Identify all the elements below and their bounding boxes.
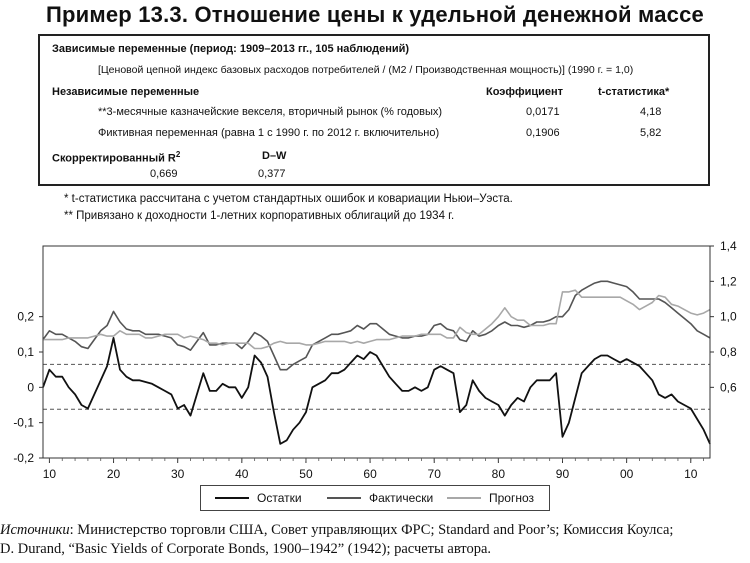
x-tick-label-4: 50 bbox=[299, 467, 313, 481]
sources bbox=[0, 521, 750, 559]
chart bbox=[0, 236, 750, 486]
right-tick-label-1: 1,2 bbox=[720, 274, 737, 289]
legend-swatch-resid bbox=[215, 497, 249, 499]
dependent-desc: [Ценовой цепной индекс базовых расходов потребителей / (M2 / Производственная мощность)] (1990 г. = 1,0) bbox=[98, 64, 634, 76]
chart-title: Пример 13.3. Отношение цены к удельной денежной массе bbox=[46, 2, 704, 27]
x-tick-label-2: 30 bbox=[171, 467, 185, 481]
tstat-header: t-статистика* bbox=[598, 86, 670, 98]
left-tick-label-4: -0,2 bbox=[13, 451, 34, 465]
row-2-coef: 0,1906 bbox=[526, 127, 560, 139]
legend-item-actual: Фактически bbox=[327, 491, 433, 505]
x-tick-label-7: 80 bbox=[491, 467, 506, 481]
x-tick-label-6: 70 bbox=[427, 467, 441, 481]
r2-value: 0,669 bbox=[150, 168, 178, 180]
footnote-1: * t-статистика рассчитана с учетом стандартных ошибок и ковариации Ньюи–Уэста. bbox=[64, 193, 513, 205]
x-tick-label-8: 90 bbox=[555, 467, 570, 481]
left-tick-label-2: 0 bbox=[27, 380, 34, 395]
sources-line-2: D. Durand, “Basic Yields of Corporate Bonds, 1900–1942” (1942); расчеты автора. bbox=[0, 541, 492, 557]
x-tick-label-1: 20 bbox=[106, 467, 121, 481]
left-tick-label-3: -0,1 bbox=[13, 415, 34, 430]
footnotes bbox=[64, 191, 513, 225]
x-tick-label-5: 60 bbox=[363, 467, 377, 481]
row-2-tstat: 5,82 bbox=[640, 127, 662, 139]
row-2-name: Фиктивная переменная (равна 1 с 1990 г. по 2012 г. включительно) bbox=[98, 127, 440, 139]
x-tick-label-3: 40 bbox=[235, 467, 249, 481]
right-tick-label-0: 1,4 bbox=[720, 239, 737, 253]
footnote-2: ** Привязано к доходности 1-летних корпоративных облигаций до 1934 г. bbox=[64, 210, 455, 222]
right-tick-label-3: 0,8 bbox=[720, 345, 737, 359]
r2-label: Скорректированный $R^2$ bbox=[52, 150, 181, 165]
dependent-label: Зависимые переменные (период: 1909–2013 гг., 105 наблюдений) bbox=[52, 43, 410, 55]
right-tick-label-4: 0,6 bbox=[720, 380, 737, 395]
legend-swatch-forecast bbox=[447, 497, 481, 499]
sources-line-1: Источники: Министерство торговли США, Совет управляющих ФРС; Standard and Poor’s; Комиссия Коулса; bbox=[0, 522, 674, 538]
legend-item-resid: Остатки bbox=[215, 491, 302, 505]
row-1-coef: 0,0171 bbox=[526, 106, 560, 118]
independent-header: Независимые переменные bbox=[52, 86, 200, 98]
left-tick-label-0: 0,2 bbox=[17, 309, 34, 324]
row-1-tstat: 4,18 bbox=[640, 106, 662, 118]
plot-frame bbox=[43, 246, 710, 458]
coef-header: Коэффициент bbox=[486, 86, 564, 98]
regression-table bbox=[38, 34, 710, 186]
left-tick-label-1: 0,1 bbox=[17, 345, 34, 359]
series-line-forecast bbox=[43, 290, 710, 348]
right-tick-label-2: 1,0 bbox=[720, 309, 737, 324]
x-tick-label-9: 00 bbox=[619, 467, 634, 481]
legend-swatch-actual bbox=[327, 497, 361, 499]
dw-label: D–W bbox=[262, 150, 287, 162]
x-tick-label-0: 10 bbox=[42, 467, 57, 481]
row-1-name: **3-месячные казначейские векселя, вторичный рынок (% годовых) bbox=[98, 106, 443, 118]
dw-value: 0,377 bbox=[258, 168, 286, 180]
x-tick-label-10: 10 bbox=[684, 467, 698, 481]
legend-item-forecast: Прогноз bbox=[447, 491, 534, 505]
series-line-resid bbox=[43, 338, 710, 444]
legend bbox=[200, 485, 550, 511]
